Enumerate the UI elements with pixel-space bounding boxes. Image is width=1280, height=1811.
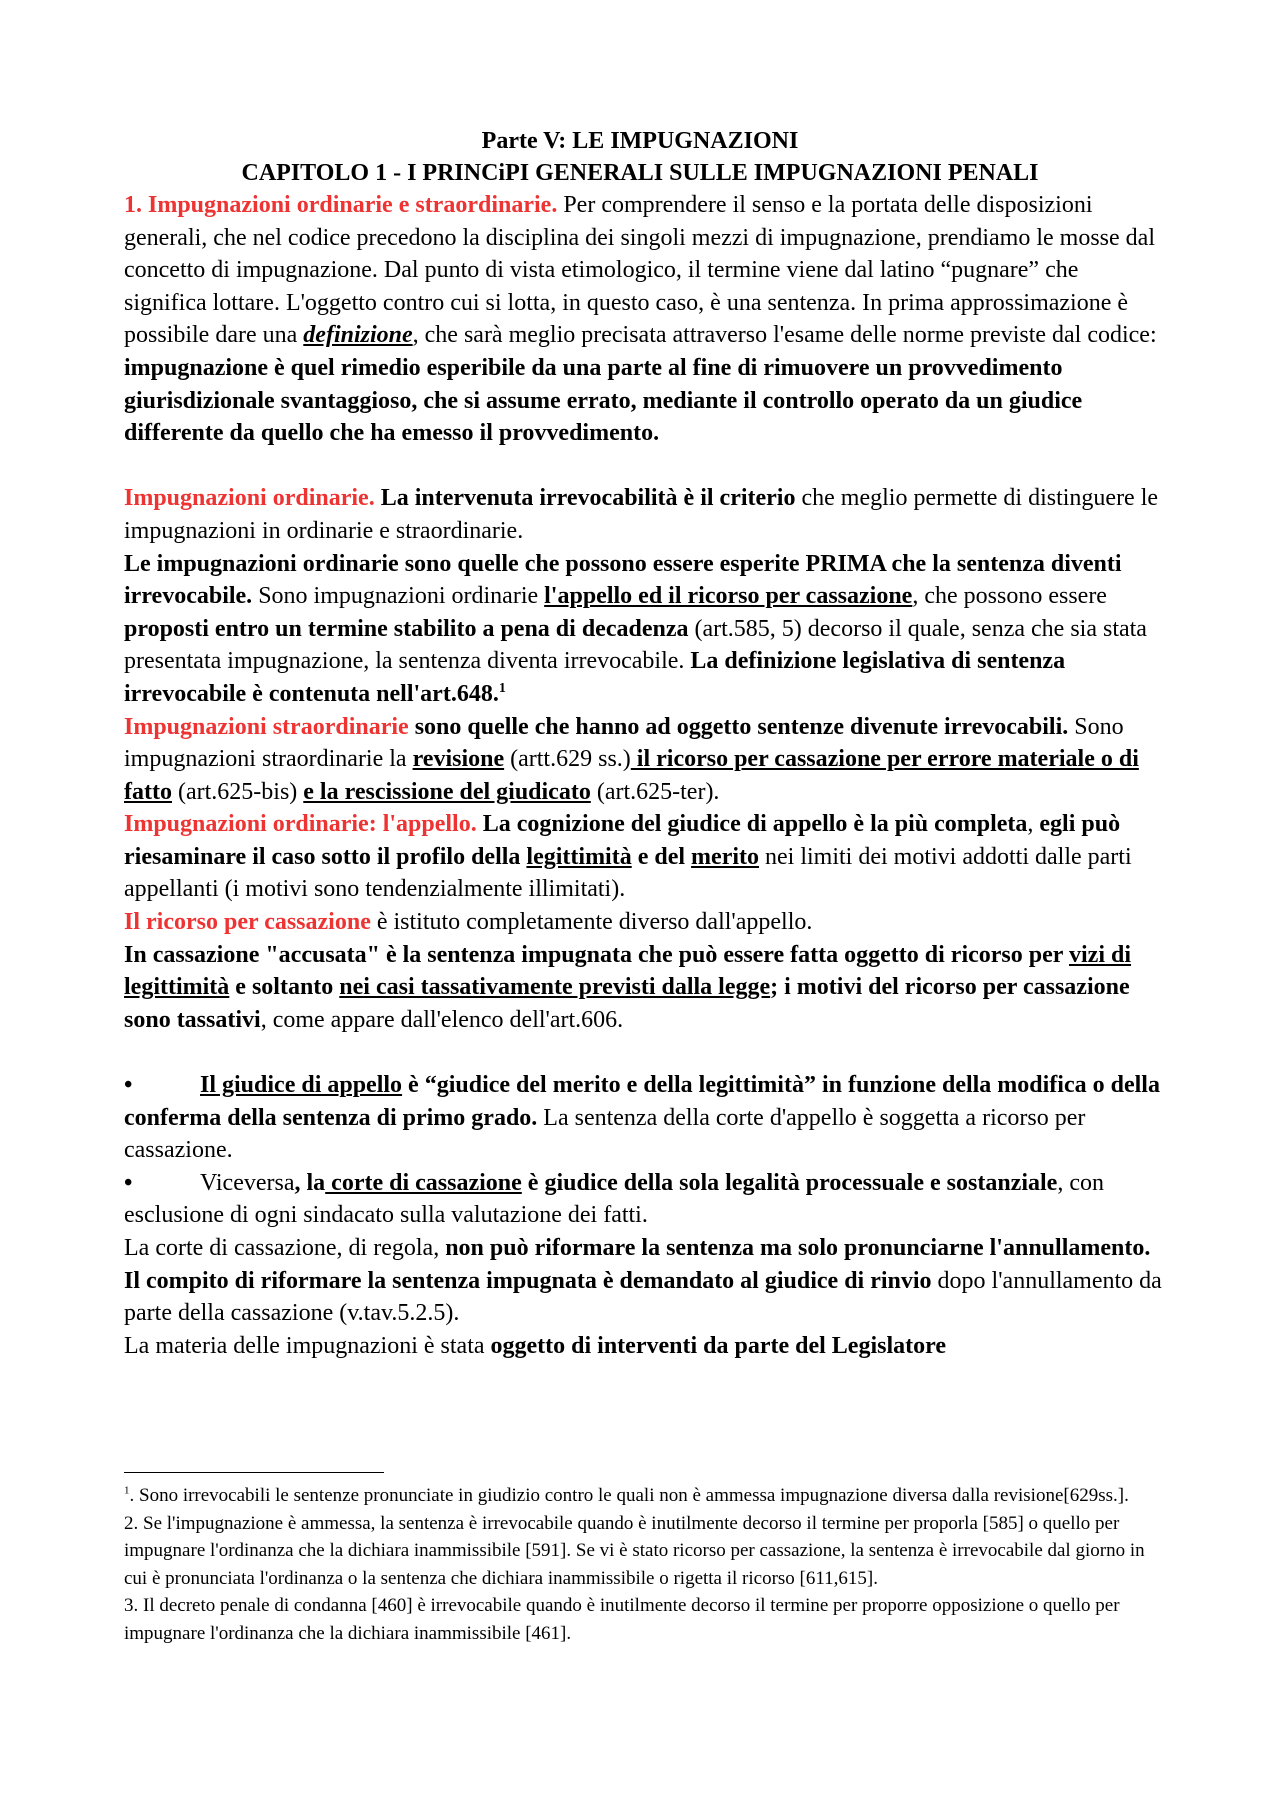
paragraph-ordinarie-detail: Le impugnazioni ordinarie sono quelle che possono essere esperite PRIMA che la sentenza diventi irrevocabile. Sono impugnazioni ordinarie l'appello ed il ricorso per cassazione, che possono essere proposti entro un termine stabilito a pena di decadenza (art.585, 5) decorso il quale, senza che sia stata presentata impugnazione, la sentenza diventa irrevocabile. La definizione legislativa di sentenza irrevocabile è contenuta nell'art.648.$^1$ [124,550,1147,707]
paragraph-cassazione: In cassazione "accusata" è la sentenza impugnata che può essere fatta oggetto di ricorso per vizi di legittimità e soltanto nei casi tassativamente previsti dalla legge; i motivi del ricorso per cassazione sono tassativi, come appare dall'elenco dell'art.606. [124,941,1132,1033]
paragraph-ricorso: Il ricorso per cassazione è istituto completamente diverso dall'appello. [124,909,813,936]
definition-term: definizione [303,322,413,349]
section-heading: Impugnazioni straordinarie [124,713,409,740]
footnote-2: 2. Se l'impugnazione è ammessa, la sentenza è irrevocabile quando è inutilmente decorso il termine per proporla [585] o quello per impugnare l'ordinanza che la dichiara inammissibile [591]. Se vi è stato ricorso per cassazione, la sentenza è irrevocabile dal giorno in cui è pronunciata l'ordinanza o la sentenza che dichiara inammissibile o rigetta il ricorso [611,615]. [124,1512,1145,1589]
bullet-icon: • [124,1169,133,1196]
section-heading: Impugnazioni ordinarie: l'appello. [124,811,477,838]
footnotes [124,1482,1164,1647]
bullet-item-appello: • Il giudice di appello è “giudice del merito e della legittimità” in funzione della modifica o della conferma della sentenza di primo grado. La sentenza della corte d'appello è soggetta a ricorso per cassazione. [124,1069,1164,1167]
section-heading: 1. Impugnazioni ordinarie e straordinarie. [124,192,558,218]
paragraph-rinvio: La corte di cassazione, di regola, non può riformare la sentenza ma solo pronunciarne l'annullamento. Il compito di riformare la sentenza impugnata è demandato al giudice di rinvio dopo l'annullamento da parte della cassazione (v.tav.5.2.5). [124,1235,1162,1327]
footnote-3: 3. Il decreto penale di condanna [460] è irrevocabile quando è inutilmente decorso il termine per proporre opposizione o quello per impugnare l'ordinanza che la dichiara inammissibile [461]. [124,1595,1120,1644]
footnote-mark: 1 [124,1484,130,1497]
paragraph-straordinarie: Impugnazioni straordinarie sono quelle che hanno ad oggetto sentenze divenute irrevocabili. Sono impugnazioni straordinarie la revisione (artt.629 ss.) il ricorso per cassazione per errore materiale o di fatto (art.625-bis) e la rescissione del giudicato (art.625-ter). [124,713,1139,805]
bullet-item-cassazione: • Viceversa, la corte di cassazione è giudice della sola legalità processuale e sostanziale, con esclusione di ogni sindacato sulla valutazione dei fatti. [124,1167,1164,1232]
footnote-1: $^1$. Sono irrevocabili le sentenze pronunciate in giudizio contro le quali non è ammessa impugnazione diversa dalla revisione[629ss.]. [124,1484,1129,1506]
footnote-separator [124,1472,384,1473]
blank-line [124,1036,1164,1069]
paragraph-appello: Impugnazioni ordinarie: l'appello. La cognizione del giudice di appello è la più completa, egli può riesaminare il caso sotto il profilo della legittimità e del merito nei limiti dei motivi addotti dalle parti appellanti (i motivi sono tendenzialmente illimitati). [124,811,1132,903]
document-body [124,189,1164,1362]
paragraph-legislatore: La materia delle impugnazioni è stata oggetto di interventi da parte del Legislatore [124,1332,946,1359]
footnote-ref[interactable]: 1 [498,680,506,696]
definition-text: impugnazione è quel rimedio esperibile da una parte al fine di rimuovere un provvedimento giurisdizionale svantaggioso, che si assume errato, mediante il controllo operato da un giudice differente da quello che ha emesso il provvedimento. [124,354,1083,447]
chapter-title: CAPITOLO 1 - I PRINCiPI GENERALI SULLE IMPUGNAZIONI PENALI [241,160,1039,186]
bullet-icon: • [124,1072,133,1099]
section-heading: Impugnazioni ordinarie. [124,485,375,512]
paragraph-intro: 1. Impugnazioni ordinarie e straordinarie. Per comprendere il senso e la portata delle disposizioni generali, che nel codice precedono la disciplina dei singoli mezzi di impugnazione, prendiamo le mosse dal concetto di impugnazione. Dal punto di vista etimologico, il termine viene dal latino “pugnare” che significa lottare. L'oggetto contro cui si lotta, in questo caso, è una sentenza. In prima approssimazione è possibile dare una definizione, che sarà meglio precisata attraverso l'esame delle norme previste dal codice: impugnazione è quel rimedio esperibile da una parte al fine di rimuovere un provvedimento giurisdizionale svantaggioso, che si assume errato, mediante il controllo operato da un giudice differente da quello che ha emesso il provvedimento. [124,192,1157,447]
paragraph-ordinarie: Impugnazioni ordinarie. La intervenuta irrevocabilità è il criterio che meglio permette di distinguere le impugnazioni in ordinarie e straordinarie. [124,485,1159,544]
blank-line [124,450,1164,483]
section-heading: Il ricorso per cassazione [124,909,371,936]
part-title: Parte V: LE IMPUGNAZIONI [481,128,799,154]
